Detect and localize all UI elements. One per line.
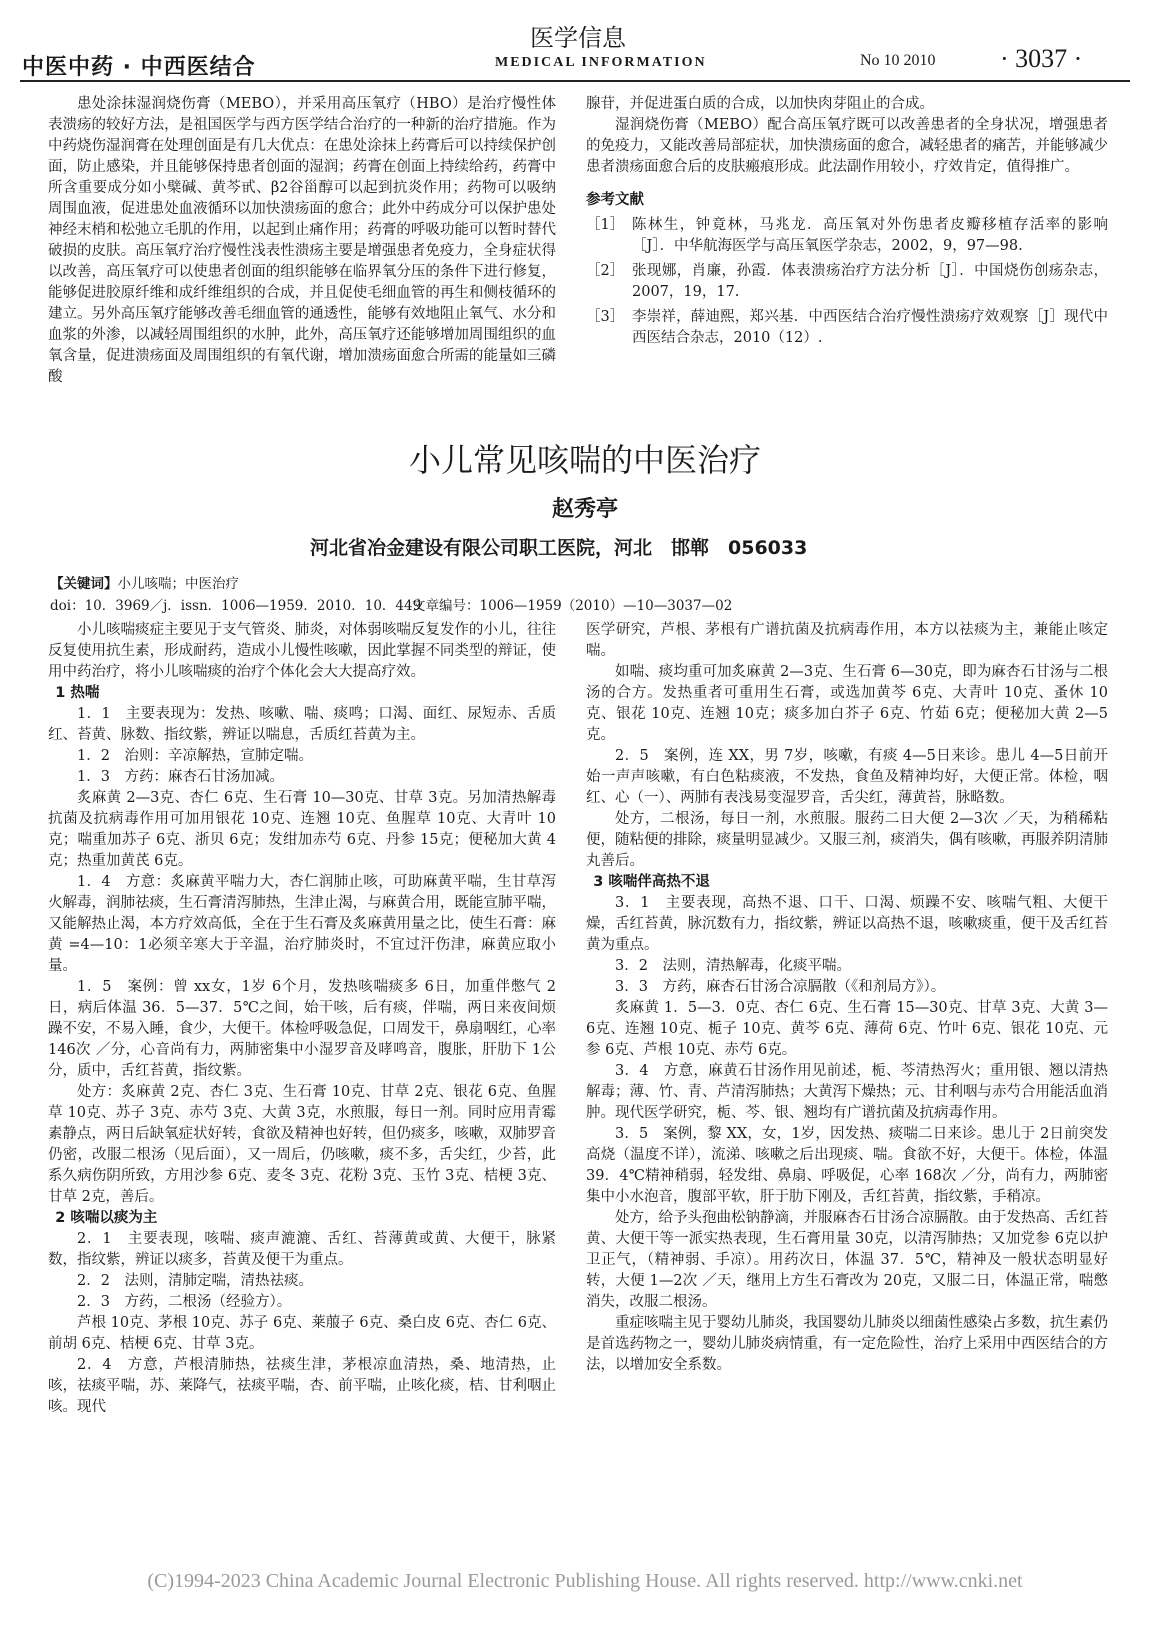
reference-number: ［1］ <box>586 217 625 233</box>
body-paragraph: 1．5 案例：曾 xx女，1岁 6个月，发热咳喘痰多 6日，加重伴憋气 2日，病后体温 36．5—37．5℃之间，始干咳，后有痰，伴喘，两日来夜间烦躁不安，不易入睡，食少，大便干。体检呼吸急促，口周发干，鼻扇咽红，心率 146次 ／分，心音尚有力，两肺密集中小湿罗音及哮鸣音，腹胀，肝肋下 1公分，质中，舌红苔黄，指纹紫。 <box>48 979 556 1079</box>
prev-article-paragraph: 腺苷，并促进蛋白质的合成，以加快肉芽阻止的合成。 <box>586 96 934 112</box>
section-heading: 2 咳喘以痰为主 <box>55 1210 158 1226</box>
issue-number: No 10 2010 <box>860 52 936 69</box>
body-paragraph: 3．4 方意，麻黄石甘汤作用见前述，栀、芩清热泻火；重用银、翘以清热解毒；薄、竹、青、芦清泻肺热；大黄泻下燥热；元、甘利咽与赤芍合用能活血消肿。现代医学研究，栀、芩、银、翘均有广谱抗菌及抗病毒作用。 <box>586 1063 1108 1121</box>
prev-article-left-column <box>48 94 556 388</box>
body-paragraph: 1．4 方意：炙麻黄平喘力大，杏仁润肺止咳，可助麻黄平喘，生甘草泻火解毒，润肺祛痰，生石膏清泻肺热，生津止渴，与麻黄合用，既能宣肺平喘，又能解热止渴，本方疗效高低，全在于生石膏及炙麻黄用量之比，使生石膏：麻黄 =4—10：1必须辛寒大于辛温，治疗肺炎时，不宜过汗伤津，麻黄应取小量。 <box>48 874 556 974</box>
copyright-footer: (C)1994-2023 China Academic Journal Electronic Publishing House. All rights reserved. http://www.cnki.net <box>147 1570 1023 1592</box>
body-paragraph: 处方，二根汤，每日一剂，水煎服。服药二日大便 2—3次 ／天，为稍稀粘便，随粘便的排除，痰量明显减少。又服三剂，痰消失，偶有咳嗽，再服养阴清肺丸善后。 <box>586 811 1108 869</box>
body-paragraph: 3．3 方药，麻杏石甘汤合凉膈散（《和剂局方》）。 <box>615 979 946 995</box>
journal-title-cn: 医学信息 <box>530 24 626 52</box>
reference-text: 陈林生，钟竟林，马兆龙．高压氧对外伤患者皮瓣移植存活率的影响［J］．中华航海医学与高压氧医学杂志，2002，9，97—98. <box>632 217 1108 254</box>
body-paragraph: 处方：炙麻黄 2克、杏仁 3克、生石膏 10克、甘草 2克、银花 6克、鱼腥草 10克、苏子 3克、赤芍 3克、大黄 3克，水煎服，每日一剂。同时应用青霉素静点，两日后缺氧症状好转，食欲及精神也好转，但仍痰多，咳嗽，双肺罗音仍密，改服二根汤（见后面），又一周后，仍咳嗽，痰不多，舌尖红，少苔，此系久病伤阴所致，方用沙参 6克、麦冬 3克、花粉 3克、玉竹 3克、桔梗 3克、甘草 2克，善后。 <box>48 1084 556 1205</box>
reference-item <box>586 307 1108 349</box>
body-paragraph: 处方，给予头孢曲松钠静滴，并服麻杏石甘汤合凉膈散。由于发热高、舌红苔黄、大便干等一派实热表现，生石膏用量 30克，以清泻肺热；又加党参 6克以护卫正气，（精神弱、手凉）。用药次日，体温 37．5℃，精神及一般状态明显好转，大便 1—2次 ／天，继用上方生石膏改为 20克，又服二日，体温正常，喘憋消失，改服二根汤。 <box>586 1210 1108 1310</box>
prev-article-paragraph: 患处涂抹湿润烧伤膏（MEBO），并采用高压氧疗（HBO）是治疗慢性体表溃疡的较好方法，是祖国医学与西方医学结合治疗的一种新的治疗措施。作为中药烧伤湿润膏在处理创面是有几大优点：在患处涂抹上药膏后可以持续保护创面，防止感染，并且能够保持患者创面的湿润；药膏在创面上持续给药，药膏中所含重要成分如小檗碱、黄芩甙、β2谷甾醇可以起到抗炎作用；药物可以吸纳周围血液，促进患处血液循环以加快溃疡面的愈合；此外中药成分可以保护患处神经末梢和松弛立毛肌的作用，以起到止痛作用；药膏的呼吸功能可以暂时替代破损的皮肤。高压氧疗治疗慢性浅表性溃疡主要是增强患者免疫力，全身症状得以改善，高压氧疗可以使患者创面的组织能够在临界氧分压的条件下进行修复，能够促进胶原纤维和成纤维组织的合成，并且促使毛细血管的再生和侧枝循环的建立。另外高压氧疗能够改善毛细血管的通透性，能够有效地阻止氧气、水分和血浆的外渗，以减轻周围组织的水肿，此外，高压氧疗还能够增加周围组织的血氧含量，促进溃疡面及周围组织的有氧代谢，增加溃疡面愈合所需的能量如三磷酸 <box>48 96 556 385</box>
journal-title-en: MEDICAL INFORMATION <box>495 55 707 70</box>
body-paragraph: 炙麻黄 1．5—3．0克、杏仁 6克、生石膏 15—30克、甘草 3克、大黄 3—6克、连翘 10克、栀子 10克、黄芩 6克、薄荷 6克、竹叶 6克、银花 10克、元参 6克、芦根 10克、赤芍 6克。 <box>586 1000 1108 1058</box>
body-paragraph: 医学研究，芦根、茅根有广谱抗菌及抗病毒作用，本方以祛痰为主，兼能止咳定喘。 <box>586 622 1108 659</box>
body-paragraph: 2．5 案例，连 XX，男 7岁，咳嗽，有痰 4—5日来诊。患儿 4—5日前开始一声声咳嗽，有白色粘痰液，不发热，食鱼及精神均好，大便正常。体检，咽红、心（一）、两肺有表浅易变湿罗音，舌尖红，薄黄苔，脉略数。 <box>586 748 1108 806</box>
body-paragraph: 2．1 主要表现，咳喘、痰声漉漉、舌红、苔薄黄或黄、大便干，脉紧数，指纹紫，辨证以痰多，苔黄及便干为重点。 <box>48 1231 556 1268</box>
article-number: 文章编号：1006—1959（2010）—10—3037—02 <box>412 598 733 614</box>
header-rule <box>20 80 1130 82</box>
body-paragraph: 2．2 法则，清肺定喘，清热祛痰。 <box>77 1273 313 1289</box>
body-paragraph: 如喘、痰均重可加炙麻黄 2—3克、生石膏 6—30克，即为麻杏石甘汤与二根汤的合方。发热重者可重用生石膏，或选加黄芩 6克、大青叶 10克、蚤休 10克、银花 10克、连翘 10克；痰多加白芥子 6克、竹茹 6克；便秘加大黄 2—5克。 <box>586 664 1108 743</box>
body-paragraph: 芦根 10克、茅根 10克、苏子 6克、莱菔子 6克、桑白皮 6克、杏仁 6克、前胡 6克、桔梗 6克、甘草 3克。 <box>48 1315 556 1352</box>
reference-text: 李崇祥，薛迪熙，郑兴基．中西医结合治疗慢性溃疡疗效观察［J］现代中西医结合杂志，2010（12）. <box>632 309 1108 346</box>
keywords-line <box>50 572 239 592</box>
article-right-column <box>586 620 1108 1376</box>
journal-section-label: 中医中药 · 中西医结合 <box>22 55 256 80</box>
references-heading: 参考文献 <box>586 192 644 208</box>
body-paragraph: 3．1 主要表现，高热不退、口干、口渴、烦躁不安、咳喘气粗、大便干燥，舌红苔黄，脉沉数有力，指纹紫，辨证以高热不退，咳嗽痰重，便干及舌红苔黄为重点。 <box>586 895 1108 953</box>
reference-text: 张现娜，肖廉，孙霞．体表溃疡治疗方法分析［J］．中国烧伤创疡杂志，2007，19，17. <box>632 263 1108 300</box>
article-title: 小儿常见咳喘的中医治疗 <box>408 441 761 479</box>
body-paragraph: 3．2 法则，清热解毒，化痰平喘。 <box>615 958 851 974</box>
body-paragraph: 炙麻黄 2—3克、杏仁 6克、生石膏 10—30克、甘草 3克。另加清热解毒抗菌及抗病毒作用可加用银花 10克、连翘 10克、鱼腥草 10克、大青叶 10克；喘重加苏子 6克、浙贝 6克；发绀加赤芍 6克、丹参 15克；便秘加大黄 4克；热重加黄芪 6克。 <box>48 790 556 869</box>
doi-line: doi：10．3969／j．issn．1006—1959．2010．10．449 <box>50 598 422 614</box>
page-number: · 3037 · <box>1000 44 1083 73</box>
body-paragraph: 1．2 治则：辛凉解热，宣肺定喘。 <box>77 748 313 764</box>
body-paragraph: 3．5 案例，黎 XX，女，1岁，因发热、痰喘二日来诊。患儿于 2日前突发高烧（温度不详），流涕、咳嗽之后出现痰、喘。食欲不好，大便干。体检，体温 39．4℃精神稍弱，轻发绀、鼻扇、呼吸促，心率 168次 ／分，尚有力，两肺密集中小水泡音，腹部平软，肝于肋下刚及，舌红苔黄，指纹紫，手稍凉。 <box>586 1126 1108 1205</box>
reference-number: ［3］ <box>586 309 625 325</box>
reference-item <box>586 215 1108 257</box>
body-paragraph: 小儿咳喘痰症主要见于支气管炎、肺炎，对体弱咳喘反复发作的小儿，往往反复使用抗生素，形成耐药，造成小儿慢性咳嗽，因此掌握不同类型的辩证，使用中药治疗，将小儿咳喘痰的治疗个体化会大大提高疗效。 <box>48 622 556 680</box>
keywords-label: 【关键词】 <box>50 576 118 592</box>
body-paragraph: 重症咳喘主见于婴幼儿肺炎，我国婴幼儿肺炎以细菌性感染占多数，抗生素仍是首选药物之一，婴幼儿肺炎病情重，有一定危险性，治疗上采用中西医结合的方法，以增加安全系数。 <box>586 1315 1108 1373</box>
reference-item <box>586 261 1108 303</box>
reference-number: ［2］ <box>586 263 625 279</box>
prev-article-right-column <box>586 94 1108 349</box>
article-affiliation: 河北省冶金建设有限公司职工医院，河北 邯郸 056033 <box>310 537 808 559</box>
article-author: 赵秀亭 <box>551 496 618 522</box>
section-heading: 3 咳喘伴高热不退 <box>593 874 710 890</box>
body-paragraph: 2．4 方意，芦根清肺热，祛痰生津，茅根凉血清热，桑、地清热，止咳，祛痰平喘，苏、莱降气，祛痰平喘，杏、前平喘，止咳化痰，桔、甘利咽止咳。现代 <box>48 1357 556 1415</box>
body-paragraph: 1．3 方药：麻杏石甘汤加减。 <box>77 769 284 785</box>
body-paragraph: 2．3 方药，二根汤（经验方）。 <box>77 1294 292 1310</box>
article-left-column <box>48 620 556 1418</box>
prev-article-paragraph: 湿润烧伤膏（MEBO）配合高压氧疗既可以改善患者的全身状况，增强患者的免疫力，又能改善局部症状，加快溃疡面的愈合，减轻患者的痛苦，并能够减少患者溃疡面愈合后的皮肤瘢痕形成。此法副作用较小，疗效肯定，值得推广。 <box>586 117 1108 175</box>
body-paragraph: 1．1 主要表现为：发热、咳嗽、喘、痰鸣；口渴、面红、尿短赤、舌质红、苔黄、脉数、指纹紫，辨证以喘息，舌质红苔黄为主。 <box>48 706 556 743</box>
keywords-text: 小儿咳喘；中医治疗 <box>117 576 239 592</box>
section-heading: 1 热喘 <box>55 685 100 701</box>
